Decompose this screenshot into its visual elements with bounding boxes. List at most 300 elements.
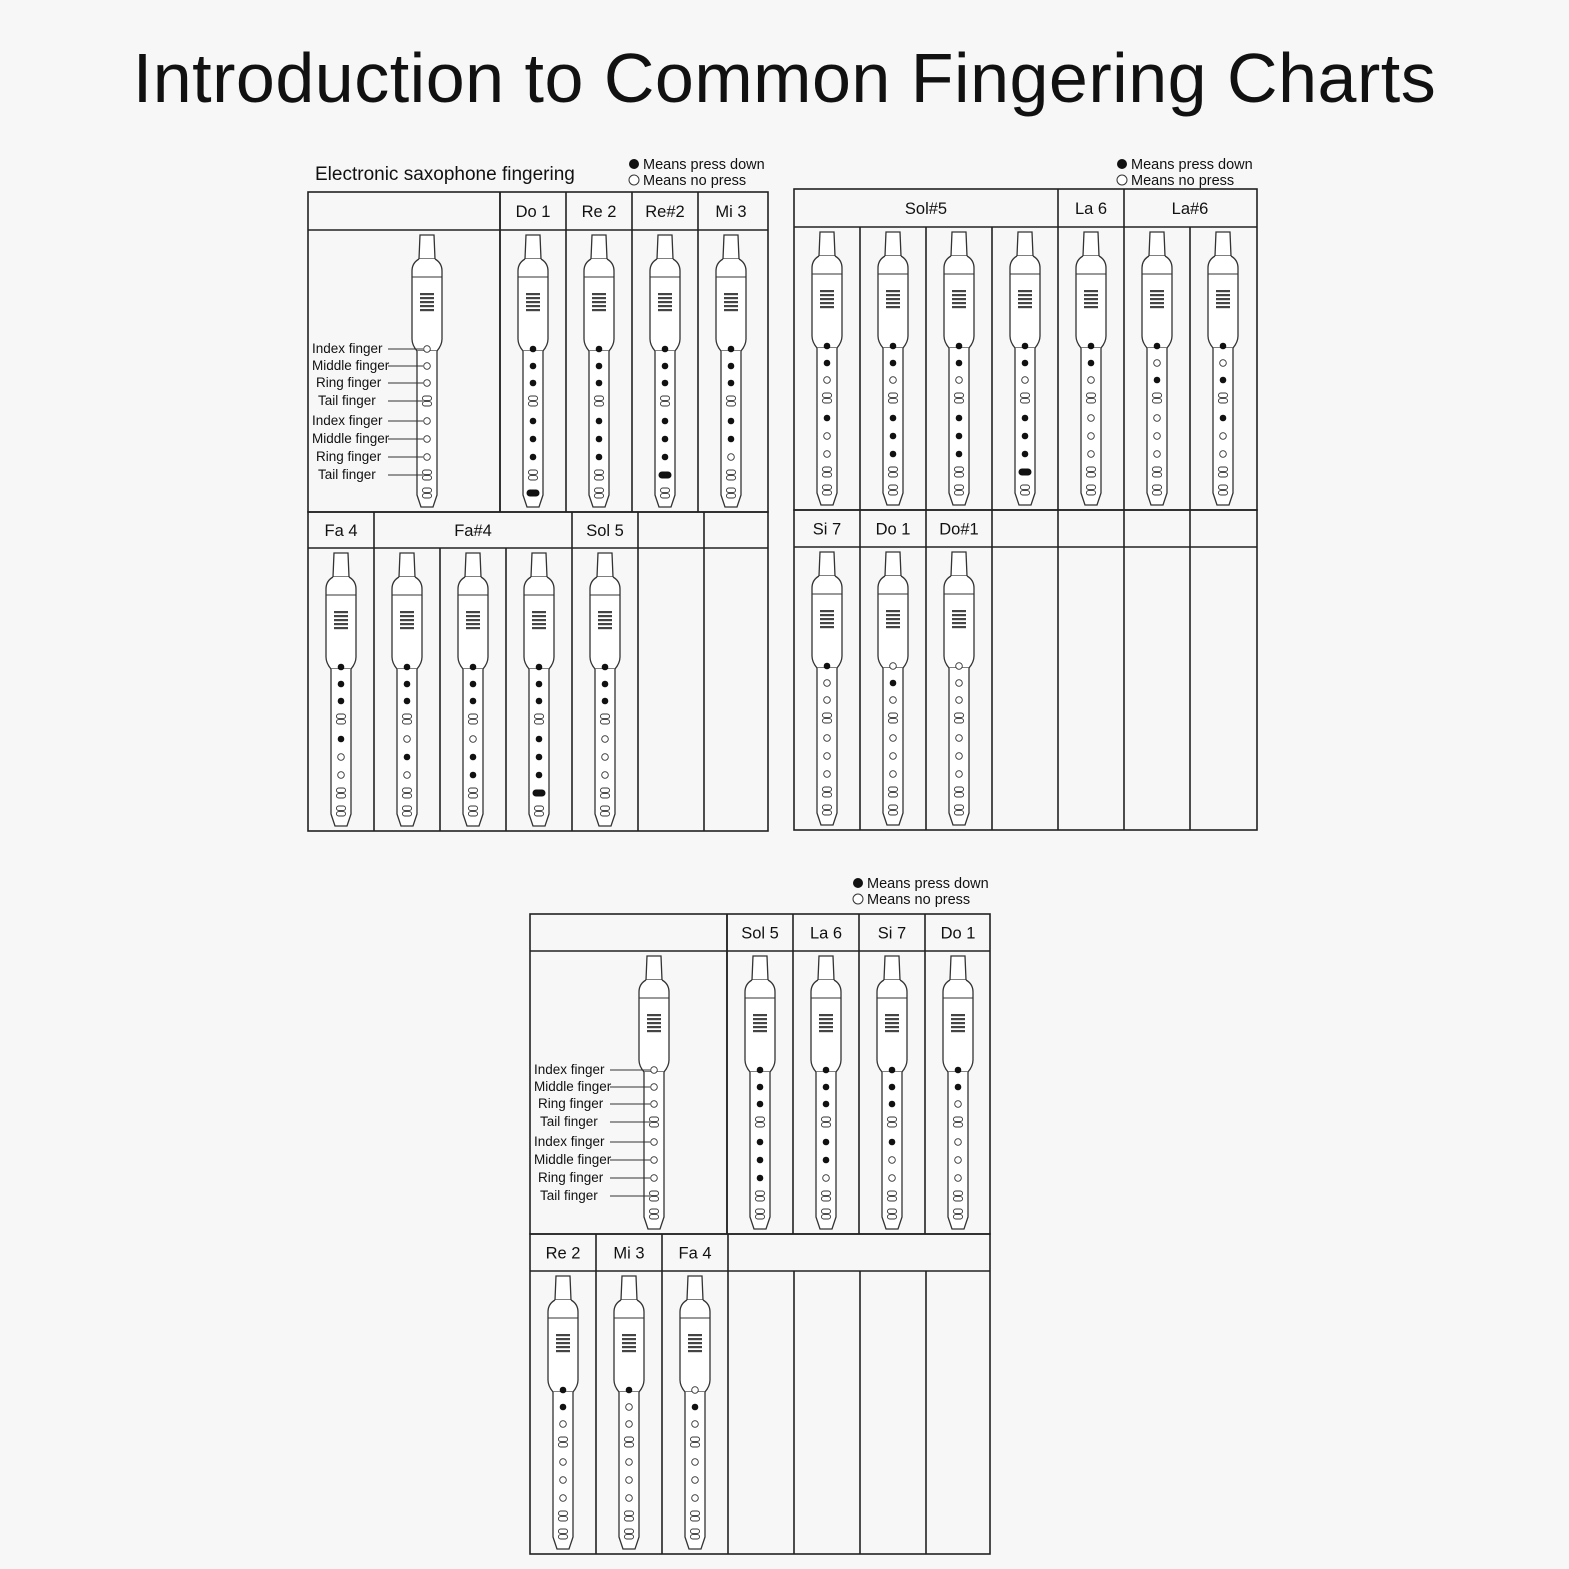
tail-key bbox=[727, 488, 736, 492]
hole-open bbox=[956, 735, 963, 742]
hole-open bbox=[1088, 415, 1095, 422]
fingering-saxophone bbox=[943, 956, 973, 1229]
hole-pressed bbox=[956, 415, 963, 422]
hole-open bbox=[651, 1157, 658, 1164]
note-header: Do 1 bbox=[875, 520, 911, 539]
hole-pressed bbox=[338, 664, 345, 671]
legend bbox=[1117, 157, 1253, 189]
grille-slot bbox=[885, 1030, 899, 1032]
hole-open bbox=[955, 1175, 962, 1182]
tail-key bbox=[756, 1209, 765, 1213]
hole-open bbox=[956, 771, 963, 778]
hole-open bbox=[1154, 360, 1161, 367]
note-header: La 6 bbox=[809, 924, 843, 943]
tail-key bbox=[823, 467, 832, 471]
tail-key bbox=[625, 1511, 634, 1515]
hole-pressed bbox=[596, 380, 603, 387]
hole-open bbox=[651, 1067, 658, 1074]
note-header: La#6 bbox=[1171, 200, 1209, 218]
tail-key bbox=[423, 396, 432, 400]
grille-slot bbox=[466, 615, 480, 617]
tail-key bbox=[650, 1215, 659, 1219]
grille-slot bbox=[952, 622, 966, 624]
mouthpiece bbox=[951, 232, 967, 256]
hole-pressed bbox=[889, 1067, 896, 1074]
hole-pressed bbox=[626, 1387, 633, 1394]
tail-key bbox=[822, 1209, 831, 1213]
tail-key bbox=[727, 494, 736, 498]
hole-open bbox=[338, 772, 345, 779]
mouthpiece bbox=[419, 235, 435, 259]
hole-pressed bbox=[823, 1101, 830, 1108]
fingering-chart-2 bbox=[794, 189, 1257, 830]
hole-pressed bbox=[662, 436, 669, 443]
grille-slot bbox=[420, 309, 434, 311]
hole-open bbox=[692, 1421, 699, 1428]
hole-pressed bbox=[404, 698, 411, 705]
hole-pressed bbox=[1022, 451, 1029, 458]
note-header: Fa 4 bbox=[324, 522, 358, 540]
hole-pressed bbox=[596, 436, 603, 443]
tail-key bbox=[529, 396, 538, 400]
hole-pressed bbox=[728, 363, 735, 370]
hole-open bbox=[1022, 377, 1029, 384]
grille-slot bbox=[1018, 306, 1032, 308]
hole-pressed bbox=[824, 663, 831, 670]
mouthpiece bbox=[819, 232, 835, 256]
grille-slot bbox=[592, 297, 606, 299]
tail-key bbox=[889, 399, 898, 403]
mouthpiece bbox=[951, 552, 967, 576]
tail-key bbox=[823, 787, 832, 791]
hole-open bbox=[890, 735, 897, 742]
legend-press-text: Means press down bbox=[643, 157, 765, 173]
grille-slot bbox=[1084, 306, 1098, 308]
tail-key bbox=[889, 793, 898, 797]
legend-no-press-text: Means no press bbox=[1131, 173, 1235, 189]
hole-open bbox=[890, 697, 897, 704]
tail-key bbox=[822, 1123, 831, 1127]
hole-pressed bbox=[1022, 343, 1029, 350]
grille-slot bbox=[532, 623, 546, 625]
tail-key bbox=[1153, 393, 1162, 397]
grille-slot bbox=[886, 614, 900, 616]
tail-key bbox=[1219, 467, 1228, 471]
tail-key bbox=[469, 806, 478, 810]
hole-pressed bbox=[470, 698, 477, 705]
hole-pressed bbox=[728, 380, 735, 387]
grille-slot bbox=[532, 627, 546, 629]
body-tube bbox=[817, 668, 837, 825]
fingering-saxophone bbox=[877, 956, 907, 1229]
note-header: Sol#5 bbox=[904, 200, 948, 218]
mouthpiece bbox=[1083, 232, 1099, 256]
open-dot-icon bbox=[1117, 175, 1127, 185]
tail-key bbox=[337, 720, 346, 724]
body-tube bbox=[523, 351, 543, 507]
grille-slot bbox=[598, 619, 612, 621]
tail-key bbox=[955, 805, 964, 809]
hole-open bbox=[824, 753, 831, 760]
tail-key bbox=[535, 806, 544, 810]
hole-pressed bbox=[602, 681, 609, 688]
fingering-saxophone bbox=[1076, 232, 1106, 505]
tail-key bbox=[1021, 393, 1030, 397]
hole-open bbox=[602, 736, 609, 743]
finger-label: Tail finger bbox=[318, 467, 376, 482]
mouthpiece bbox=[531, 553, 547, 577]
hole-pressed bbox=[824, 343, 831, 350]
hole-pressed bbox=[536, 754, 543, 761]
tail-key bbox=[423, 470, 432, 474]
mouthpiece bbox=[885, 552, 901, 576]
grille-slot bbox=[753, 1018, 767, 1020]
hole-pressed bbox=[1022, 415, 1029, 422]
mouthpiece bbox=[646, 956, 662, 980]
grille-slot bbox=[886, 290, 900, 292]
hole-open bbox=[824, 771, 831, 778]
chart-row bbox=[794, 189, 1257, 510]
grille-slot bbox=[658, 293, 672, 295]
tail-key bbox=[469, 788, 478, 792]
body-tube bbox=[721, 351, 741, 507]
body-tube bbox=[949, 668, 969, 825]
hole-pressed bbox=[662, 363, 669, 370]
tail-key bbox=[691, 1529, 700, 1533]
tail-key bbox=[403, 794, 412, 798]
tail-key bbox=[595, 476, 604, 480]
grille-slot bbox=[1150, 298, 1164, 300]
grille-slot bbox=[526, 301, 540, 303]
grille-slot bbox=[886, 302, 900, 304]
grille-slot bbox=[334, 611, 348, 613]
fingering-saxophone bbox=[524, 553, 554, 826]
tail-key bbox=[625, 1437, 634, 1441]
tail-key bbox=[403, 812, 412, 816]
hole-pressed bbox=[890, 680, 897, 687]
tail-key bbox=[955, 491, 964, 495]
tail-key bbox=[954, 1191, 963, 1195]
fingering-saxophone bbox=[812, 232, 842, 505]
hole-pressed bbox=[889, 1084, 896, 1091]
body-tube bbox=[1015, 348, 1035, 505]
finger-label: Ring finger bbox=[538, 1096, 604, 1111]
hole-open bbox=[404, 772, 411, 779]
legend bbox=[629, 157, 765, 189]
tail-key bbox=[403, 720, 412, 724]
tail-key bbox=[1219, 485, 1228, 489]
body-tube bbox=[882, 1072, 902, 1229]
grille-slot bbox=[819, 1022, 833, 1024]
hole-pressed bbox=[596, 454, 603, 461]
fingering-saxophone bbox=[716, 235, 746, 507]
tail-key bbox=[650, 1197, 659, 1201]
grille-slot bbox=[688, 1334, 702, 1336]
body-tube bbox=[417, 351, 437, 507]
fingering-saxophone bbox=[812, 552, 842, 825]
grille-slot bbox=[400, 615, 414, 617]
tail-key-pressed bbox=[533, 790, 545, 796]
grille-slot bbox=[952, 290, 966, 292]
tail-key bbox=[559, 1529, 568, 1533]
fingering-saxophone bbox=[458, 553, 488, 826]
grille-slot bbox=[1216, 290, 1230, 292]
grille-slot bbox=[885, 1018, 899, 1020]
grille-slot bbox=[556, 1338, 570, 1340]
tail-key bbox=[423, 488, 432, 492]
hole-pressed bbox=[757, 1101, 764, 1108]
finger-label: Tail finger bbox=[540, 1188, 598, 1203]
tail-key bbox=[823, 393, 832, 397]
tail-key bbox=[559, 1517, 568, 1521]
mouthpiece bbox=[752, 956, 768, 980]
grille-slot bbox=[885, 1022, 899, 1024]
tail-key bbox=[823, 805, 832, 809]
tail-key bbox=[1087, 491, 1096, 495]
tail-key bbox=[756, 1117, 765, 1121]
tail-key bbox=[337, 806, 346, 810]
mouthpiece bbox=[818, 956, 834, 980]
grille-slot bbox=[1084, 290, 1098, 292]
hole-open bbox=[626, 1477, 633, 1484]
grille-slot bbox=[658, 309, 672, 311]
hole-open bbox=[1088, 433, 1095, 440]
legend-no-press-text: Means no press bbox=[867, 892, 971, 908]
note-header: Sol 5 bbox=[741, 924, 779, 943]
tail-key bbox=[955, 399, 964, 403]
grille-slot bbox=[334, 615, 348, 617]
hole-open bbox=[955, 1139, 962, 1146]
hole-pressed bbox=[823, 1157, 830, 1164]
grille-slot bbox=[885, 1014, 899, 1016]
grille-slot bbox=[526, 305, 540, 307]
tail-key bbox=[403, 714, 412, 718]
mouthpiece bbox=[1149, 232, 1165, 256]
note-header: Mi 3 bbox=[613, 1244, 645, 1263]
tail-key bbox=[601, 788, 610, 792]
grille-slot bbox=[622, 1338, 636, 1340]
grille-slot bbox=[592, 305, 606, 307]
hole-open bbox=[1220, 360, 1227, 367]
tail-key bbox=[650, 1209, 659, 1213]
chart-row bbox=[308, 192, 768, 512]
tail-key bbox=[661, 402, 670, 406]
tail-key bbox=[889, 473, 898, 477]
grille-slot bbox=[886, 618, 900, 620]
grille-slot bbox=[1018, 302, 1032, 304]
mouthpiece bbox=[950, 956, 966, 980]
mouthpiece bbox=[1017, 232, 1033, 256]
body-tube bbox=[883, 348, 903, 505]
mouthpiece bbox=[591, 235, 607, 259]
hole-open bbox=[824, 451, 831, 458]
note-header: Do#1 bbox=[939, 520, 979, 539]
tail-key bbox=[954, 1117, 963, 1121]
hole-pressed bbox=[530, 454, 537, 461]
body-tube bbox=[817, 348, 837, 505]
hole-open bbox=[890, 377, 897, 384]
hole-pressed bbox=[890, 360, 897, 367]
grille-slot bbox=[724, 301, 738, 303]
tail-key bbox=[889, 805, 898, 809]
hole-open bbox=[823, 1175, 830, 1182]
hole-open bbox=[1154, 415, 1161, 422]
grille-slot bbox=[556, 1350, 570, 1352]
tail-key bbox=[423, 494, 432, 498]
mouthpiece bbox=[819, 552, 835, 576]
tail-key bbox=[469, 714, 478, 718]
mouthpiece bbox=[621, 1276, 637, 1300]
grille-slot bbox=[820, 618, 834, 620]
tail-key bbox=[888, 1117, 897, 1121]
grille-slot bbox=[420, 305, 434, 307]
hole-open bbox=[424, 418, 431, 425]
grille-slot bbox=[952, 294, 966, 296]
grille-slot bbox=[820, 614, 834, 616]
fingering-saxophone bbox=[584, 235, 614, 507]
hole-pressed bbox=[560, 1404, 567, 1411]
hole-open bbox=[560, 1421, 567, 1428]
grille-slot bbox=[592, 309, 606, 311]
hole-pressed bbox=[560, 1387, 567, 1394]
tail-key bbox=[625, 1443, 634, 1447]
hole-open bbox=[956, 377, 963, 384]
body-tube bbox=[750, 1072, 770, 1229]
grille-slot bbox=[334, 619, 348, 621]
hole-pressed bbox=[530, 436, 537, 443]
hole-pressed bbox=[1022, 433, 1029, 440]
grille-slot bbox=[647, 1026, 661, 1028]
fingering-saxophone bbox=[650, 235, 680, 507]
chart-row bbox=[530, 1234, 990, 1554]
body-tube bbox=[1213, 348, 1233, 505]
grille-slot bbox=[688, 1346, 702, 1348]
tail-key bbox=[1087, 399, 1096, 403]
hole-pressed bbox=[890, 343, 897, 350]
finger-label: Index finger bbox=[312, 413, 383, 428]
grille-slot bbox=[753, 1030, 767, 1032]
tail-key bbox=[650, 1191, 659, 1195]
hole-open bbox=[824, 680, 831, 687]
hole-open bbox=[338, 754, 345, 761]
grille-slot bbox=[819, 1030, 833, 1032]
tail-key bbox=[529, 476, 538, 480]
fingering-saxophone bbox=[326, 553, 356, 826]
grille-slot bbox=[819, 1018, 833, 1020]
hole-open bbox=[692, 1477, 699, 1484]
grille-slot bbox=[886, 626, 900, 628]
hole-pressed bbox=[823, 1139, 830, 1146]
tail-key bbox=[756, 1123, 765, 1127]
tail-key bbox=[661, 494, 670, 498]
tail-key bbox=[756, 1191, 765, 1195]
hole-open bbox=[956, 753, 963, 760]
finger-label: Middle finger bbox=[534, 1079, 612, 1094]
fingering-saxophone bbox=[1142, 232, 1172, 505]
fingering-saxophone bbox=[944, 552, 974, 825]
mouthpiece bbox=[525, 235, 541, 259]
tail-key bbox=[1219, 491, 1228, 495]
finger-label: Ring finger bbox=[316, 375, 382, 390]
hole-pressed bbox=[823, 1067, 830, 1074]
tail-key bbox=[955, 719, 964, 723]
filled-dot-icon bbox=[1117, 159, 1127, 169]
grille-slot bbox=[556, 1334, 570, 1336]
hole-pressed bbox=[602, 664, 609, 671]
hole-pressed bbox=[338, 698, 345, 705]
hole-pressed bbox=[757, 1084, 764, 1091]
tail-key bbox=[823, 713, 832, 717]
open-dot-icon bbox=[853, 894, 863, 904]
tail-key bbox=[1087, 467, 1096, 471]
grille-slot bbox=[334, 627, 348, 629]
grille-slot bbox=[819, 1026, 833, 1028]
hole-pressed bbox=[757, 1157, 764, 1164]
grille-slot bbox=[885, 1026, 899, 1028]
hole-open bbox=[889, 1157, 896, 1164]
hole-open bbox=[728, 454, 735, 461]
mouthpiece bbox=[597, 553, 613, 577]
grille-slot bbox=[952, 618, 966, 620]
hole-pressed bbox=[470, 772, 477, 779]
tail-key bbox=[559, 1511, 568, 1515]
hole-open bbox=[560, 1477, 567, 1484]
fingering-saxophone bbox=[745, 956, 775, 1229]
tail-key bbox=[535, 812, 544, 816]
tail-key bbox=[1021, 399, 1030, 403]
body-tube bbox=[816, 1072, 836, 1229]
hole-pressed bbox=[536, 736, 543, 743]
legend bbox=[853, 876, 989, 908]
body-tube bbox=[1147, 348, 1167, 505]
tail-key bbox=[691, 1443, 700, 1447]
hole-open bbox=[404, 736, 411, 743]
tail-key bbox=[955, 787, 964, 791]
grille-slot bbox=[1150, 290, 1164, 292]
grille-slot bbox=[753, 1022, 767, 1024]
grille-slot bbox=[400, 623, 414, 625]
grille-slot bbox=[647, 1030, 661, 1032]
hole-pressed bbox=[596, 346, 603, 353]
grille-slot bbox=[688, 1342, 702, 1344]
mouthpiece bbox=[399, 553, 415, 577]
tail-key bbox=[954, 1197, 963, 1201]
chart-row bbox=[530, 914, 990, 1234]
hole-pressed bbox=[823, 1084, 830, 1091]
hole-open bbox=[692, 1459, 699, 1466]
grille-slot bbox=[420, 297, 434, 299]
grille-slot bbox=[400, 619, 414, 621]
grille-slot bbox=[820, 622, 834, 624]
mouthpiece bbox=[885, 232, 901, 256]
tail-key bbox=[337, 794, 346, 798]
grille-slot bbox=[420, 301, 434, 303]
hole-pressed bbox=[404, 681, 411, 688]
body-tube bbox=[553, 1392, 573, 1549]
tail-key bbox=[535, 714, 544, 718]
tail-key bbox=[823, 399, 832, 403]
finger-label: Ring finger bbox=[538, 1170, 604, 1185]
reference-saxophone bbox=[639, 956, 669, 1229]
reference-saxophone bbox=[412, 235, 442, 507]
grille-slot bbox=[1216, 294, 1230, 296]
mouthpiece bbox=[687, 1276, 703, 1300]
tail-key bbox=[625, 1529, 634, 1533]
hole-open bbox=[1154, 433, 1161, 440]
hole-open bbox=[955, 1101, 962, 1108]
hole-open bbox=[824, 735, 831, 742]
tail-key bbox=[559, 1535, 568, 1539]
